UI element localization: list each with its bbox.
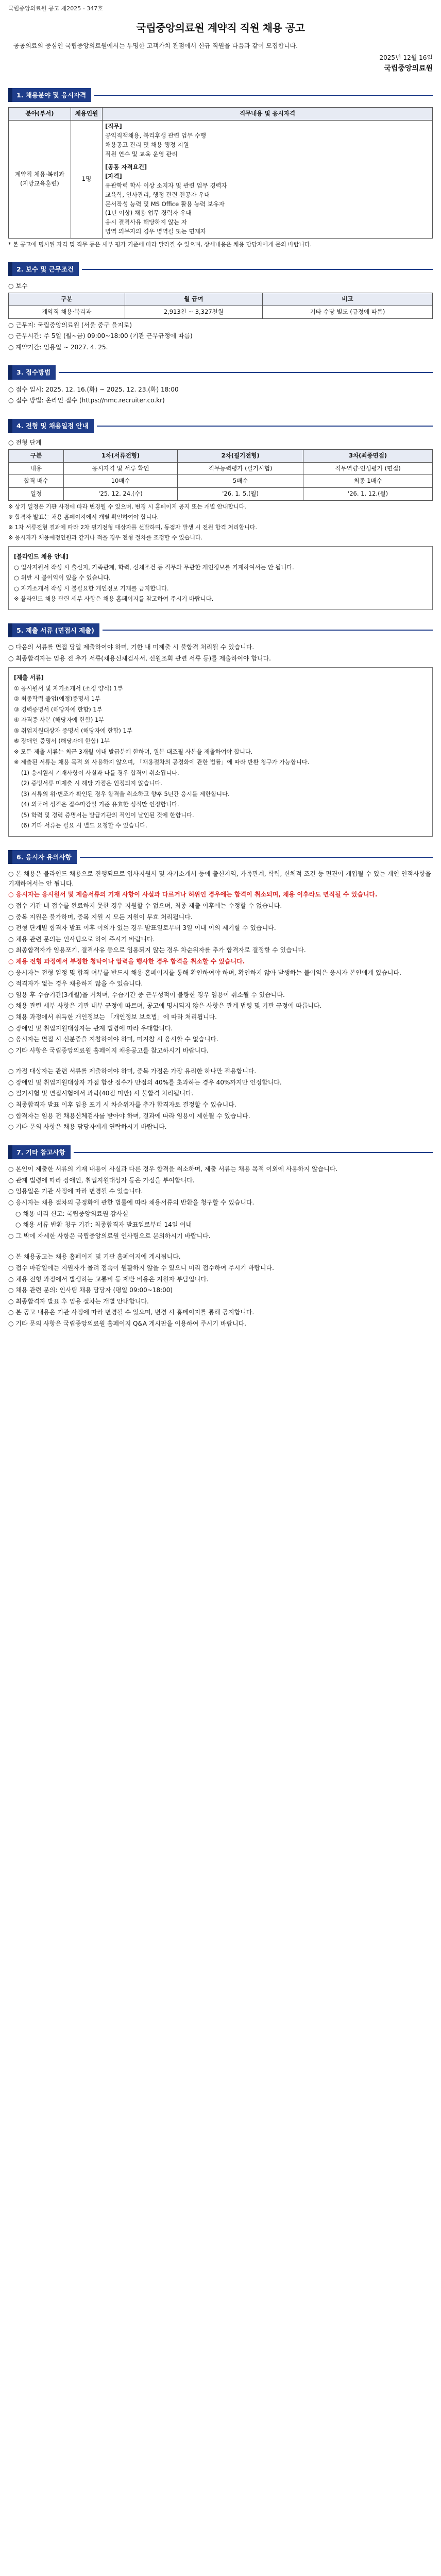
list-item: ※ 모든 제출 서류는 최근 3개월 이내 발급분에 한하며, 원본 대조필 사본을 제출하여야 합니다. [14, 748, 253, 755]
list-item: ○ 채용 서류 반환 청구 기간: 최종합격자 발표일로부터 14일 이내 [15, 1221, 192, 1229]
list-item: 교육학, 인사관리, 행정 관련 전공자 우대 [105, 191, 210, 198]
list-item: ④ 자격증 사본 (해당자에 한함) 1부 [14, 717, 105, 724]
requirements-head: [자격] [105, 173, 122, 180]
table-header: 2차(필기전형) [178, 449, 303, 462]
field-cell: 계약직 채용·복리과 (지방교육훈련) [9, 121, 71, 239]
section-divider [103, 630, 433, 631]
blind-hiring-box [8, 546, 433, 610]
list-item: ○ 접수 일시: 2025. 12. 16.(화) ~ 2025. 12. 23.(화) 18:00 [8, 385, 179, 393]
table-cell: '26. 1. 5.(월) [178, 488, 303, 501]
table-header: 구분 [9, 449, 64, 462]
list-item: (1년 이상) 채용 업무 경력자 우대 [105, 209, 192, 217]
list-item: 병역 의무자의 경우 병역필 또는 면제자 [105, 228, 207, 235]
list-item: ○ 기타 문의 사항은 국립중앙의료원 홈페이지 Q&A 게시판을 이용하여 주시기 바랍니다. [8, 1319, 246, 1327]
section-1-note: * 본 공고에 명시된 자격 및 직무 등은 세부 평가 기준에 따라 달라질 수 있으며, 상세내용은 채용 담당자에게 문의 바랍니다. [8, 241, 312, 248]
list-item: (1) 응시원서 기재사항이 사실과 다를 경우 합격이 취소됩니다. [21, 769, 179, 776]
note-line: ※ 합격자 발표는 채용 홈페이지에서 개별 확인하여야 합니다. [8, 514, 159, 521]
list-item: ○ 본 채용은 블라인드 채용으로 진행되므로 입사지원서 및 자기소개서 등에 출신지역, 가족관계, 학력, 신체적 조건 등 편견이 개입될 수 있는 개인 인적사항을 기재하여서는 안 됩니다. [8, 870, 431, 887]
list-item: ○ 본 공고 내용은 기관 사정에 따라 변경될 수 있으며, 변경 시 홈페이지를 통해 공지합니다. [8, 1309, 255, 1316]
table-header: 분야(부서) [9, 108, 71, 121]
list-item: ○ 합격자는 임용 전 채용신체검사를 받아야 하며, 결과에 따라 임용이 제한될 수 있습니다. [8, 1112, 250, 1120]
section-divider [80, 857, 433, 858]
table-row [9, 475, 433, 488]
list-item: ※ 제출된 서류는 채용 목적 외 사용하지 않으며, 「채용절차의 공정화에 관한 법률」에 따라 반환 청구가 가능합니다. [14, 759, 310, 766]
list-item: ○ 필기시험 및 면접시험에서 과락(40점 미만) 시 불합격 처리됩니다. [8, 1090, 194, 1097]
section-divider [97, 426, 433, 427]
list-item: ○ 장애인 및 취업지원대상자 가점 합산 점수가 만점의 40%를 초과하는 경우 40%까지만 인정합니다. [8, 1078, 282, 1086]
section-5-title: 5. 제출 서류 (면접시 제출) [8, 623, 99, 637]
schedule-table [8, 449, 433, 501]
list-item: ○ 채용 전형 과정에서 발생하는 교통비 등 제반 비용은 지원자 부담입니다. [8, 1275, 209, 1283]
list-item: ○ 기타 사항은 국립중앙의료원 홈페이지 채용공고를 참고하시기 바랍니다. [8, 1046, 209, 1054]
requirements-label: [공통 자격요건] [105, 163, 147, 171]
count-cell: 1명 [71, 121, 103, 239]
list-item: 유관학력 학사 이상 소지자 및 관련 업무 경력자 [105, 181, 227, 189]
list-item: ○ 응시자는 채용 절차의 공정화에 관한 법률에 따라 채용서류의 반환을 청구할 수 있습니다. [8, 1199, 255, 1206]
section-3-header [8, 365, 433, 379]
list-item: ○ 장애인 및 취업지원대상자는 관계 법령에 따라 우대합니다. [8, 1024, 173, 1032]
table-cell: 직무능력평가 (필기시험) [178, 462, 303, 475]
table-row [9, 488, 433, 501]
table-cell: 합격 배수 [9, 475, 64, 488]
list-item: ○ 최종합격자 발표 이후 임용 포기 시 차순위자를 추가 합격자로 결정할 수 있습니다. [8, 1101, 236, 1109]
list-item: ○ 자기소개서 작성 시 불필요한 개인정보 기재를 금지합니다. [14, 585, 169, 592]
table-cell: 10배수 [64, 475, 178, 488]
list-item: (5) 학력 및 경력 증명서는 발급기관의 직인이 날인된 것에 한합니다. [21, 811, 194, 819]
list-item: ○ 관계 법령에 따라 장애인, 취업지원대상자 등은 가점을 부여합니다. [8, 1176, 195, 1184]
list-item: (6) 기타 서류는 필요 시 별도 요청할 수 있습니다. [21, 822, 147, 829]
table-cell: 계약직 채용·복리과 [9, 306, 125, 318]
list-item: ○ 가점 대상자는 관련 서류를 제출하여야 하며, 중복 가점은 가장 유리한 하나만 적용합니다. [8, 1067, 257, 1075]
list-item: ① 응시원서 및 자기소개서 (소정 양식) 1부 [14, 685, 123, 692]
table-header: 채용인원 [71, 108, 103, 121]
list-item: 채용공고 관리 및 채용 행정 지원 [105, 141, 189, 148]
list-item: ○ 응시자는 전형 일정 및 합격 여부를 반드시 채용 홈페이지를 통해 확인하여야 하며, 확인하지 않아 발생하는 불이익은 응시자 본인에게 있습니다. [8, 969, 401, 976]
table-cell: 일정 [9, 488, 64, 501]
list-item: ○ 계약기간: 임용일 ~ 2027. 4. 25. [8, 343, 108, 351]
list-item: ○ 접수 마감일에는 지원자가 몰려 접속이 원활하지 않을 수 있으니 미리 접수하여 주시기 바랍니다. [8, 1264, 274, 1272]
list-item: ○ 임용 후 수습기간(3개월)을 거치며, 수습기간 중 근무성적이 불량한 경우 임용이 취소될 수 있습니다. [8, 991, 285, 998]
table-header: 비고 [263, 293, 433, 306]
list-item: 공익직책채용, 복리후생 관련 업무 수행 [105, 131, 207, 139]
box-title: [제출 서류] [14, 674, 44, 682]
list-item: ○ 채용 관련 문의는 인사팀으로 하여 주시기 바랍니다. [8, 935, 155, 943]
section-4-header [8, 419, 433, 433]
list-item: ○ 위반 시 불이익이 있을 수 있습니다. [14, 574, 111, 582]
table-header: 월 급여 [125, 293, 263, 306]
list-item: ○ 응시자는 응시원서 및 제출서류의 기재 사항이 사실과 다르거나 허위인 경우에는 합격이 취소되며, 채용 이후라도 면직될 수 있습니다. [8, 891, 378, 899]
list-item: ○ 채용 관련 문의: 인사팀 채용 담당자 (평일 09:00~18:00) [8, 1286, 173, 1294]
list-item: ○ 근무시간: 주 5일 (월~금) 09:00~18:00 (기관 근무규정에 따름) [8, 332, 193, 340]
list-item: ○ 기타 문의 사항은 채용 담당자에게 연락하시기 바랍니다. [8, 1123, 167, 1131]
list-item: 직원 연수 및 교육 운영 관리 [105, 150, 178, 158]
list-item: ○ 근무지: 국립중앙의료원 (서울 중구 을지로) [8, 321, 132, 329]
note-line: ※ 1차 서류전형 결과에 따라 2차 필기전형 대상자를 선발하며, 동점자 발생 시 전원 합격 처리합니다. [8, 524, 257, 531]
table-header: 1차(서류전형) [64, 449, 178, 462]
list-item: ○ 다음의 서류를 면접 당일 제출하여야 하며, 기한 내 미제출 시 불합격 처리될 수 있습니다. [8, 643, 255, 651]
list-item: ② 최종학력 졸업(예정)증명서 1부 [14, 696, 100, 703]
section-6-title: 6. 응시자 유의사항 [8, 850, 77, 864]
section-5-header [8, 623, 433, 637]
list-item: ○ 응시자는 면접 시 신분증을 지참하여야 하며, 미지참 시 응시할 수 없습니다. [8, 1036, 218, 1043]
documents-box [8, 667, 433, 837]
table-header: 구분 [9, 293, 125, 306]
list-item: ○ 임용일은 기관 사정에 따라 변경될 수 있습니다. [8, 1188, 143, 1195]
section-3-title: 3. 접수방법 [8, 365, 56, 379]
list-item: ○ 채용 전형 과정에서 부정한 청탁이나 압력을 행사한 경우 합격을 취소할 수 있습니다. [8, 957, 245, 965]
list-item: ○ 중복 지원은 불가하며, 중복 지원 시 모든 지원이 무효 처리됩니다. [8, 913, 193, 921]
section-6-header [8, 850, 433, 864]
notice-date: 2025년 12월 16일 [379, 54, 433, 61]
list-item: ○ 전형 단계별 합격자 발표 이후 이의가 있는 경우 발표일로부터 3일 이내 이의 제기할 수 있습니다. [8, 924, 276, 932]
table-cell: 내용 [9, 462, 64, 475]
table-cell: 응시자격 및 서류 확인 [64, 462, 178, 475]
list-item: ○ 입사지원서 작성 시 출신지, 가족관계, 학력, 신체조건 등 직무와 무관한 개인정보를 기재하여서는 안 됩니다. [14, 564, 294, 571]
section-7-title: 7. 기타 참고사항 [8, 1145, 71, 1159]
list-item: (4) 외국어 성적은 접수마감일 기준 유효한 성적만 인정합니다. [21, 801, 179, 808]
table-cell: '25. 12. 24.(수) [64, 488, 178, 501]
list-item: ○ 그 밖에 자세한 사항은 국립중앙의료원 인사팀으로 문의하시기 바랍니다. [8, 1232, 211, 1240]
box-title: [블라인드 채용 안내] [14, 553, 69, 561]
intro-text: 공공의료의 중심인 국립중앙의료원에서는 투명한 고객가치 관점에서 신규 직원을 다음과 같이 모집합니다. [13, 42, 298, 50]
list-item: ○ 채용 과정에서 취득한 개인정보는 「개인정보 보호법」에 따라 처리됩니다. [8, 1013, 217, 1021]
list-item: ⑤ 취업지원대상자 증명서 (해당자에 한함) 1부 [14, 727, 132, 734]
notice-number: 국립중앙의료원 공고 제2025 - 347호 [8, 5, 103, 12]
table-cell: 2,913천 ~ 3,327천원 [125, 306, 263, 318]
table-header: 3차(최종면접) [303, 449, 433, 462]
duties-label: [직무] [105, 123, 122, 130]
list-item: ○ 채용 관련 세부 사항은 기관 내부 규정에 따르며, 공고에 명시되지 않은 사항은 관계 법령 및 기관 규정에 따릅니다. [8, 1002, 322, 1010]
list-item: ○ 적격자가 없는 경우 채용하지 않을 수 있습니다. [8, 980, 143, 988]
section-divider [94, 95, 433, 96]
section-divider [74, 1152, 433, 1153]
pay-subheading: ○ 보수 [8, 282, 28, 290]
section-1-header [8, 88, 433, 102]
list-item: ※ 블라인드 채용 관련 세부 사항은 채용 홈페이지를 참고하여 주시기 바랍니다. [14, 596, 214, 603]
list-item: ⑥ 장애인 증명서 (해당자에 한함) 1부 [14, 738, 110, 745]
list-item: (3) 서류의 위·변조가 확인된 경우 합격을 취소하고 향후 5년간 응시를 제한합니다. [21, 790, 230, 798]
list-item: ○ 본인이 제출한 서류의 기재 내용이 사실과 다른 경우 합격을 취소하며, 제출 서류는 채용 목적 이외에 사용하지 않습니다. [8, 1165, 338, 1173]
section-2-title: 2. 보수 및 근무조건 [8, 262, 79, 276]
apply-link[interactable]: ○ 접수 방법: 온라인 접수 (https://nmc.recruiter.co.kr) [8, 397, 165, 404]
organization-name: 국립중앙의료원 [384, 64, 433, 73]
schedule-subheading: ○ 전형 단계 [8, 439, 42, 447]
page-title: 국립중앙의료원 계약직 직원 채용 공고 [136, 22, 305, 35]
table-cell: 최종 1배수 [303, 475, 433, 488]
table-cell: 5배수 [178, 475, 303, 488]
section-7-header [8, 1145, 433, 1159]
table-cell: 직무역량·인성평가 (면접) [303, 462, 433, 475]
recruit-field-table [8, 107, 433, 239]
list-item: 응시 결격사유 해당하지 않는 자 [105, 218, 188, 226]
note-line: ※ 상기 일정은 기관 사정에 따라 변경될 수 있으며, 변경 시 홈페이지 공지 또는 개별 안내합니다. [8, 503, 246, 511]
list-item: ○ 최종합격자는 임용 전 추가 서류(채용신체검사서, 신원조회 관련 서류 등)를 제출하여야 합니다. [8, 654, 271, 662]
list-item: ③ 경력증명서 (해당자에 한함) 1부 [14, 706, 103, 713]
list-item: ○ 본 채용공고는 채용 홈페이지 및 기관 홈페이지에 게시됩니다. [8, 1253, 181, 1261]
section-4-title: 4. 전형 및 채용일정 안내 [8, 419, 94, 433]
list-item: ○ 최종합격자 발표 후 임용 절차는 개별 안내합니다. [8, 1297, 149, 1305]
table-cell: '26. 1. 12.(월) [303, 488, 433, 501]
pay-table [8, 293, 433, 319]
list-item: ○ 채용 비리 신고: 국립중앙의료원 감사실 [15, 1210, 129, 1217]
section-divider [82, 269, 433, 270]
list-item: 문서작성 능력 및 MS Office 활용 능력 보유자 [105, 200, 225, 208]
duties-cell [103, 121, 433, 239]
section-divider [59, 372, 433, 373]
list-item: ○ 접수 기간 내 접수를 완료하지 못한 경우 지원할 수 없으며, 최종 제출 이후에는 수정할 수 없습니다. [8, 902, 282, 909]
note-line: ※ 응시자가 채용예정인원과 같거나 적을 경우 전형 절차를 조정할 수 있습니다. [8, 534, 203, 541]
list-item: ○ 최종합격자가 임용포기, 결격사유 등으로 임용되지 않는 경우 차순위자를 추가 합격자로 결정할 수 있습니다. [8, 946, 306, 954]
table-header: 직무내용 및 응시자격 [103, 108, 433, 121]
section-1-title: 1. 채용분야 및 응시자격 [8, 88, 91, 102]
list-item: (2) 증빙서류 미제출 시 해당 가점은 인정되지 않습니다. [21, 780, 162, 787]
section-2-header [8, 262, 433, 276]
table-cell: 기타 수당 별도 (규정에 따름) [263, 306, 433, 318]
table-row [9, 462, 433, 475]
